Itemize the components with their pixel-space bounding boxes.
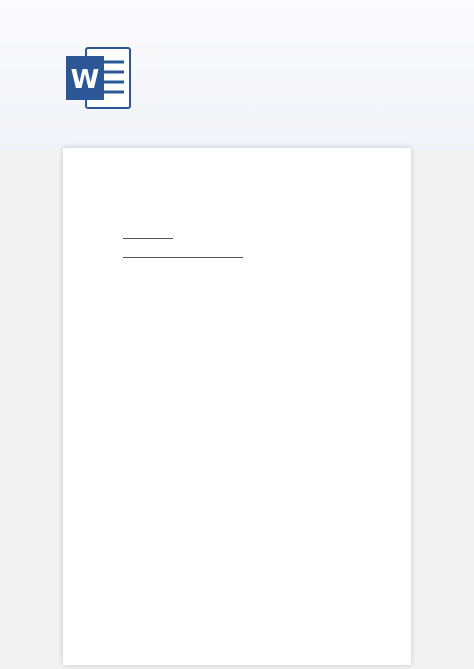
document-page xyxy=(63,148,411,665)
svg-text:W: W xyxy=(70,65,100,95)
company-name-field xyxy=(123,252,243,260)
school-name-field xyxy=(123,233,173,241)
school-name-value xyxy=(123,238,173,239)
header-banner xyxy=(0,0,474,150)
company-name-value xyxy=(123,257,243,258)
word-document-icon xyxy=(64,42,134,114)
